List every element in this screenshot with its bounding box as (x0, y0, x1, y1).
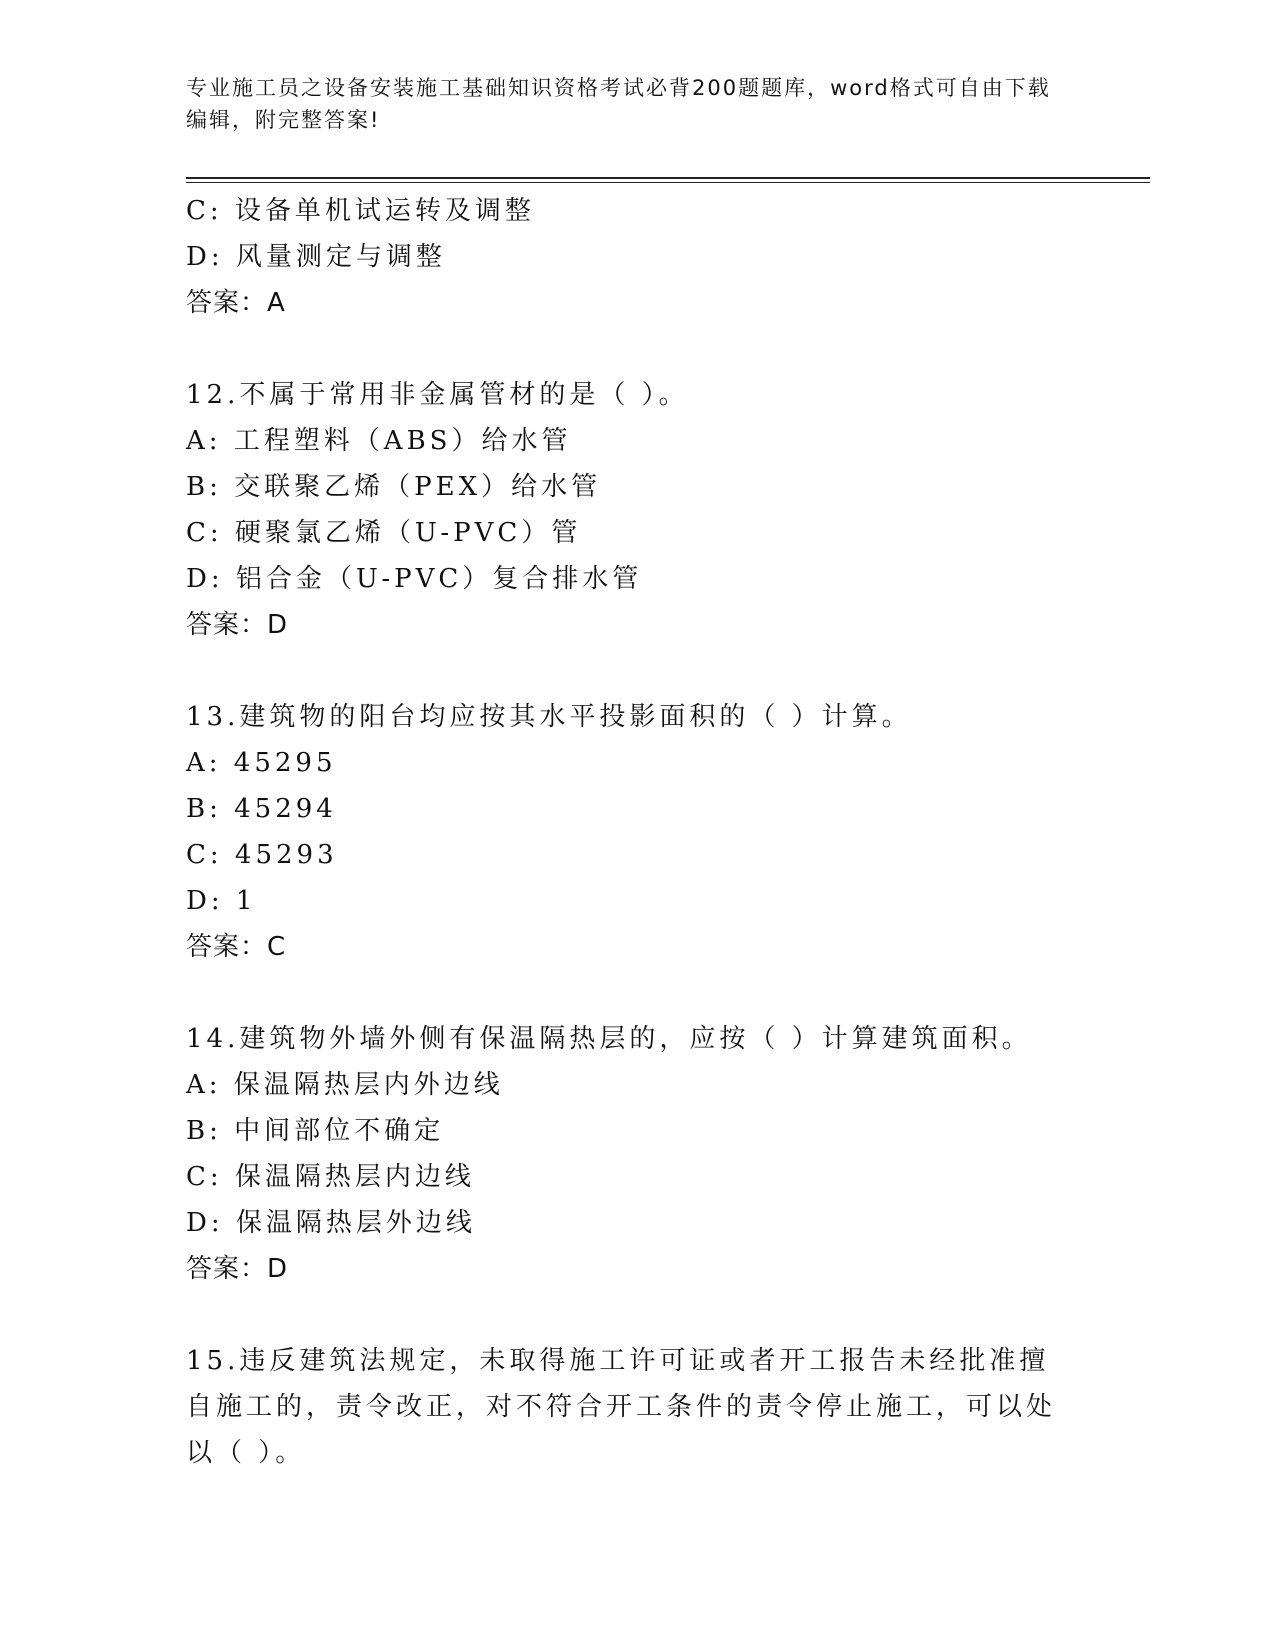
document-header-title: 专业施工员之设备安装施工基础知识资格考试必背200题题库，word格式可自由下载编辑，附完整答案! (186, 76, 1051, 132)
spacer (186, 970, 1086, 1016)
spacer (186, 1292, 1086, 1338)
option-a: A: 45295 (186, 748, 337, 778)
option-d: D: 保温隔热层外边线 (186, 1208, 476, 1238)
option-c: C: 硬聚氯乙烯（U-PVC）管 (186, 518, 582, 548)
spacer (186, 326, 1086, 372)
option-a: A: 工程塑料（ABS）给水管 (186, 426, 572, 456)
option-d: D: 铝合金（U-PVC）复合排水管 (186, 564, 643, 594)
option-c: C: 保温隔热层内边线 (186, 1162, 475, 1192)
option-c: C: 设备单机试运转及调整 (186, 196, 535, 226)
question-15: 15.违反建筑法规定，未取得施工许可证或者开工报告未经批准擅自施工的，责令改正，对不符合开工条件的责令停止施工，可以处以（ ）。 (186, 1346, 1057, 1468)
answer-line: 答案：A (186, 288, 286, 318)
option-b: B: 45294 (186, 794, 337, 824)
answer-line: 答案：C (186, 932, 287, 962)
question-14: 14.建筑物外墙外侧有保温隔热层的，应按（ ）计算建筑面积。 (186, 1024, 1032, 1054)
answer-line: 答案：D (186, 1254, 289, 1284)
option-d: D: 1 (186, 886, 257, 916)
question-content (186, 188, 1086, 1476)
option-b: B: 交联聚乙烯（PEX）给水管 (186, 472, 602, 502)
option-d: D: 风量测定与调整 (186, 242, 446, 272)
header-rule-thick (186, 177, 1150, 179)
option-c: C: 45293 (186, 840, 338, 870)
header-rule-thin (186, 182, 1150, 183)
option-b: B: 中间部位不确定 (186, 1116, 445, 1146)
answer-line: 答案：D (186, 610, 289, 640)
spacer (186, 648, 1086, 694)
question-12: 12.不属于常用非金属管材的是（ ）。 (186, 380, 689, 410)
question-13: 13.建筑物的阳台均应按其水平投影面积的（ ）计算。 (186, 702, 912, 732)
option-a: A: 保温隔热层内外边线 (186, 1070, 504, 1100)
